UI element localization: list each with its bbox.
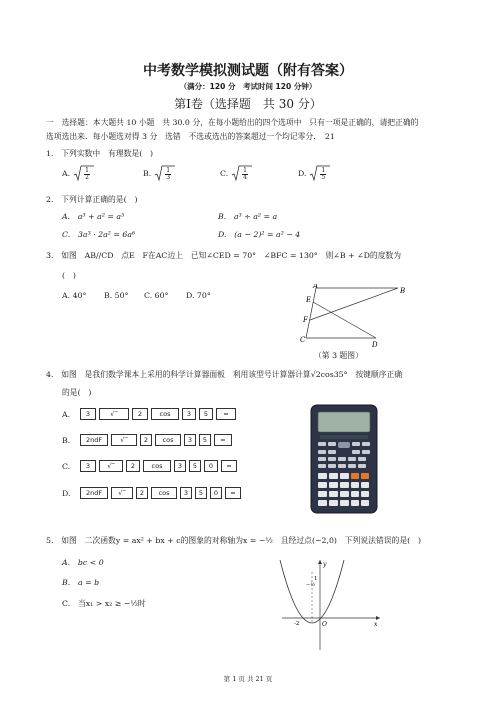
q4-option-a-keys xyxy=(80,408,240,420)
q4-option-d-label: D. xyxy=(62,489,71,498)
neg-two-label: -2 xyxy=(294,621,300,627)
x-axis-label: x xyxy=(374,621,378,628)
key: 3 xyxy=(80,460,96,472)
key: 5 xyxy=(189,460,201,472)
q1-c-num: 1 xyxy=(243,166,247,174)
neg-half-label: −½ xyxy=(306,582,316,588)
key-sqrt: √‾ xyxy=(99,460,123,472)
q5-option-a: A. bc < 0 xyxy=(62,558,104,567)
key: 2 xyxy=(132,408,148,420)
point-c-label: C xyxy=(300,336,306,344)
key-cos: cos xyxy=(151,408,179,420)
key-2ndf: 2ndF xyxy=(80,434,108,446)
page-title: 中考数学模拟测试题（附有答案） xyxy=(143,63,353,79)
q1-d-den: 5 xyxy=(321,173,326,181)
q5-option-b: B. a = b xyxy=(62,578,100,587)
calculator-image xyxy=(310,404,378,514)
key-cos: cos xyxy=(155,434,181,446)
q3-paren: ( ) xyxy=(62,271,76,280)
key-sqrt: √‾ xyxy=(111,487,133,499)
y-axis-label: y xyxy=(323,561,327,568)
q1-option-a-radical xyxy=(73,165,103,183)
volume-heading: 第Ⅰ卷（选择题 共 30 分） xyxy=(174,97,322,111)
q4-option-b-label: B. xyxy=(62,436,71,445)
page-number: 第 1 页 共 21 页 xyxy=(223,675,273,683)
q1-b-num: 1 xyxy=(166,166,171,174)
calculator-screen xyxy=(318,412,370,432)
q2-option-a: A. a³ + a² = a⁵ xyxy=(62,212,125,221)
key: 0 xyxy=(210,487,222,499)
q5-parabola-graph xyxy=(276,556,386,652)
q1-option-a xyxy=(62,165,103,183)
key: 2 xyxy=(126,460,140,472)
key: 5 xyxy=(195,487,207,499)
q3-figure-caption: （第 3 题图） xyxy=(314,351,363,360)
q1-b-den: 3 xyxy=(166,173,171,181)
q1-option-b xyxy=(143,165,184,183)
key: 3 xyxy=(80,408,96,420)
key-2ndf: 2ndF xyxy=(80,487,108,499)
key: 2 xyxy=(140,434,152,446)
q4-stem-cont: 的是( ) xyxy=(62,388,92,397)
key: 5 xyxy=(199,434,211,446)
q1-option-b-radical xyxy=(154,165,184,183)
exam-info: （满分：120 分 考试时间 120 分钟） xyxy=(179,82,317,91)
q4-option-b-keys xyxy=(80,434,240,446)
q1-option-b-label: B. xyxy=(143,169,152,178)
q1-options xyxy=(0,165,496,185)
section-intro-line1: 一 选择题：本大题共 10 小题 共 30.0 分，在每小题给出的四个选项中 只有一项是正确的，请把正确的 xyxy=(46,118,419,127)
q4-option-a-label: A. xyxy=(62,410,71,419)
q1-option-d-radical xyxy=(309,165,339,183)
q2-option-c: C. 3a³ · 2a² = 6a⁶ xyxy=(62,230,136,239)
origin-label: O xyxy=(322,621,327,628)
q4-option-c-label: C. xyxy=(62,462,71,471)
q1-option-d-label: D. xyxy=(298,169,307,178)
key-cos: cos xyxy=(143,460,171,472)
q3-option-a: A. 40° xyxy=(62,291,87,300)
q4-option-d-keys xyxy=(80,487,245,499)
q2-option-b: B. a³ ÷ a² = a xyxy=(218,212,278,221)
q4-option-c-keys xyxy=(80,460,240,472)
q1-stem: 1. 下列实数中 有理数是( ) xyxy=(46,149,154,158)
section-intro-line2: 选项选出来．每小题选对得 3 分 选错 不选或选出的答案超过一个均记零分． 21 xyxy=(46,132,335,141)
q2-option-d: D. (a − 2)² = a² − 4 xyxy=(218,230,301,239)
key-cos: cos xyxy=(151,487,177,499)
q1-d-num: 1 xyxy=(321,166,326,174)
q1-option-c-label: C. xyxy=(220,169,229,178)
key: 2 xyxy=(136,487,148,499)
key-sqrt: √‾ xyxy=(111,434,137,446)
q1-a-den: 2 xyxy=(85,173,89,181)
q3-option-c: C. 60° xyxy=(144,291,169,300)
key: 5 xyxy=(199,408,213,420)
key-equals: = xyxy=(216,408,236,420)
q1-a-num: 1 xyxy=(85,166,89,174)
point-b-label: B xyxy=(400,287,406,295)
q1-option-c xyxy=(220,165,261,183)
point-f-label: F xyxy=(303,316,308,324)
point-a-label: A xyxy=(313,284,319,290)
key-equals: = xyxy=(214,434,232,446)
key-sqrt: √‾ xyxy=(99,408,129,420)
q1-c-den: 4 xyxy=(243,173,247,181)
q3-stem: 3. 如图 AB//CD 点E F在AC边上 已知∠CED = 70° ∠BFC = 130° 则∠B + ∠D的度数为 xyxy=(46,251,402,260)
key: 0 xyxy=(204,460,218,472)
q1-option-d xyxy=(298,165,339,183)
one-label: 1 xyxy=(314,576,318,582)
q1-option-c-radical xyxy=(231,165,261,183)
q5-option-c: C. 当x₁ > x₂ ≥ −½时 xyxy=(62,599,146,608)
key: 3 xyxy=(184,434,196,446)
q4-stem: 4. 如图 是我们数学课本上采用的科学计算器面板 利用该型号计算器计算√2cos35° 按键顺序正确 xyxy=(46,370,403,379)
point-e-label: E xyxy=(306,296,312,304)
key-equals: = xyxy=(225,487,241,499)
point-d-label: D xyxy=(372,341,378,349)
key: 3 xyxy=(174,460,186,472)
q5-stem: 5. 如图 二次函数y = ax² + bx + c的图象的对称轴为x = −½ 且经过点(−2,0) 下列说法错误的是( ) xyxy=(46,536,422,545)
key: 3 xyxy=(180,487,192,499)
q2-stem: 2. 下列计算正确的是( ) xyxy=(46,195,138,204)
q1-option-a-label: A. xyxy=(62,169,71,178)
q3-option-b: B. 50° xyxy=(104,291,129,300)
q3-geometry-figure xyxy=(300,284,410,350)
line-fb xyxy=(310,288,398,320)
q3-option-d: D. 70° xyxy=(186,291,211,300)
key: 3 xyxy=(182,408,196,420)
key-equals: = xyxy=(221,460,237,472)
